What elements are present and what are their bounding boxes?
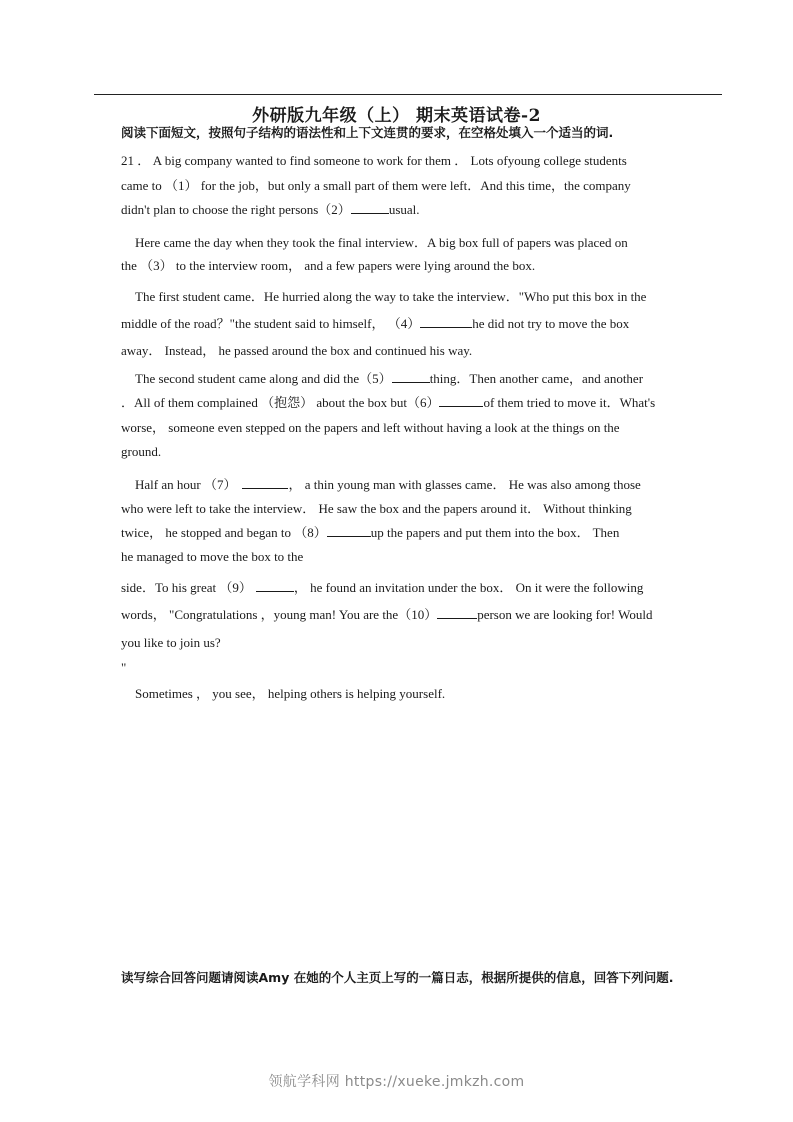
instruction-text: 阅读下面短文，按照句子结构的语法性和上下文连贯的要求，在空格处填入一个适当的词. [121,125,614,140]
passage-line-2: came to （1） for the job，but only a small part of them were left．And this time，the company [121,178,631,193]
passage-text: ．All of them complained （抱怨） about the box but（6） [121,395,440,410]
answer-blank-2[interactable] [351,202,389,214]
passage-line-16: he managed to move the box to the [121,549,304,564]
passage-line-1: 21 ． A big company wanted to find someone to work for them ． Lots ofyoung college students [121,153,627,168]
passage-text: Half an hour （7） [135,477,237,492]
passage-text: The second student came along and did the（5） [135,371,392,386]
answer-blank-5[interactable] [392,371,430,383]
answer-blank-6[interactable] [439,395,483,407]
section2-heading: 读写综合回答问题请阅读Amy 在她的个人主页上写的一篇日志，根据所提供的信息，回答下列问题. [121,970,674,985]
passage-text: ， a thin young man with glasses came． He was also among those [288,477,641,492]
passage-text: he did not try to move the box [472,316,630,331]
page-title: 外研版九年级（上） 期末英语试卷-2 [252,106,541,126]
passage-text: of them tried to move it．What's [483,395,656,410]
passage-line-17 [121,580,681,596]
passage-line-18 [121,607,681,623]
header-rule [94,94,722,95]
passage-text: thing．Then another came，and another [429,371,644,386]
passage-line-19: you like to join us? [121,635,221,650]
passage-line-10 [121,395,681,411]
passage-line-9 [135,371,695,387]
answer-blank-7[interactable] [242,477,288,489]
passage-line-4: Here came the day when they took the final interview．A big box full of papers was placed on [135,235,628,250]
passage-line-14: who were left to take the interview． He saw the box and the papers around it． Without thinking [121,501,632,516]
answer-blank-4[interactable] [420,316,472,328]
passage-text: words， "Congratulations ，young man! You are the（10） [121,607,438,622]
watermark: 领航学科网 https://xueke.jmkzh.com [268,1074,525,1090]
answer-blank-8[interactable] [327,525,371,537]
passage-line-21: Sometimes ， you see， helping others is helping yourself. [135,686,446,701]
passage-text: person we are looking for! Would [477,607,653,622]
passage-text: up the papers and put them into the box． Then [370,525,620,540]
passage-line-3 [121,202,681,218]
answer-blank-9[interactable] [256,580,294,592]
passage-line-20: " [121,660,127,675]
passage-text: ， he found an invitation under the box． On it were the following [293,580,644,595]
passage-text: usual. [388,202,420,217]
passage-line-15 [121,525,681,541]
answer-blank-10[interactable] [437,607,477,619]
passage-line-12: ground. [121,444,162,459]
passage-line-8: away． Instead， he passed around the box and continued his way. [121,343,473,358]
passage-text: side．To his great （9） [121,580,252,595]
passage-line-6: The first student came．He hurried along the way to take the interview．"Who put this box in the [135,289,647,304]
passage-line-7 [121,316,681,332]
passage-line-11: worse， someone even stepped on the papers and left without having a look at the things on the [121,420,620,435]
passage-text: middle of the road？"the student said to himself， （4） [121,316,421,331]
passage-line-5: the （3） to the interview room， and a few papers were lying around the box. [121,258,536,273]
passage-text: didn't plan to choose the right persons（2） [121,202,351,217]
passage-text: twice， he stopped and began to （8） [121,525,327,540]
passage-line-13 [135,477,695,493]
